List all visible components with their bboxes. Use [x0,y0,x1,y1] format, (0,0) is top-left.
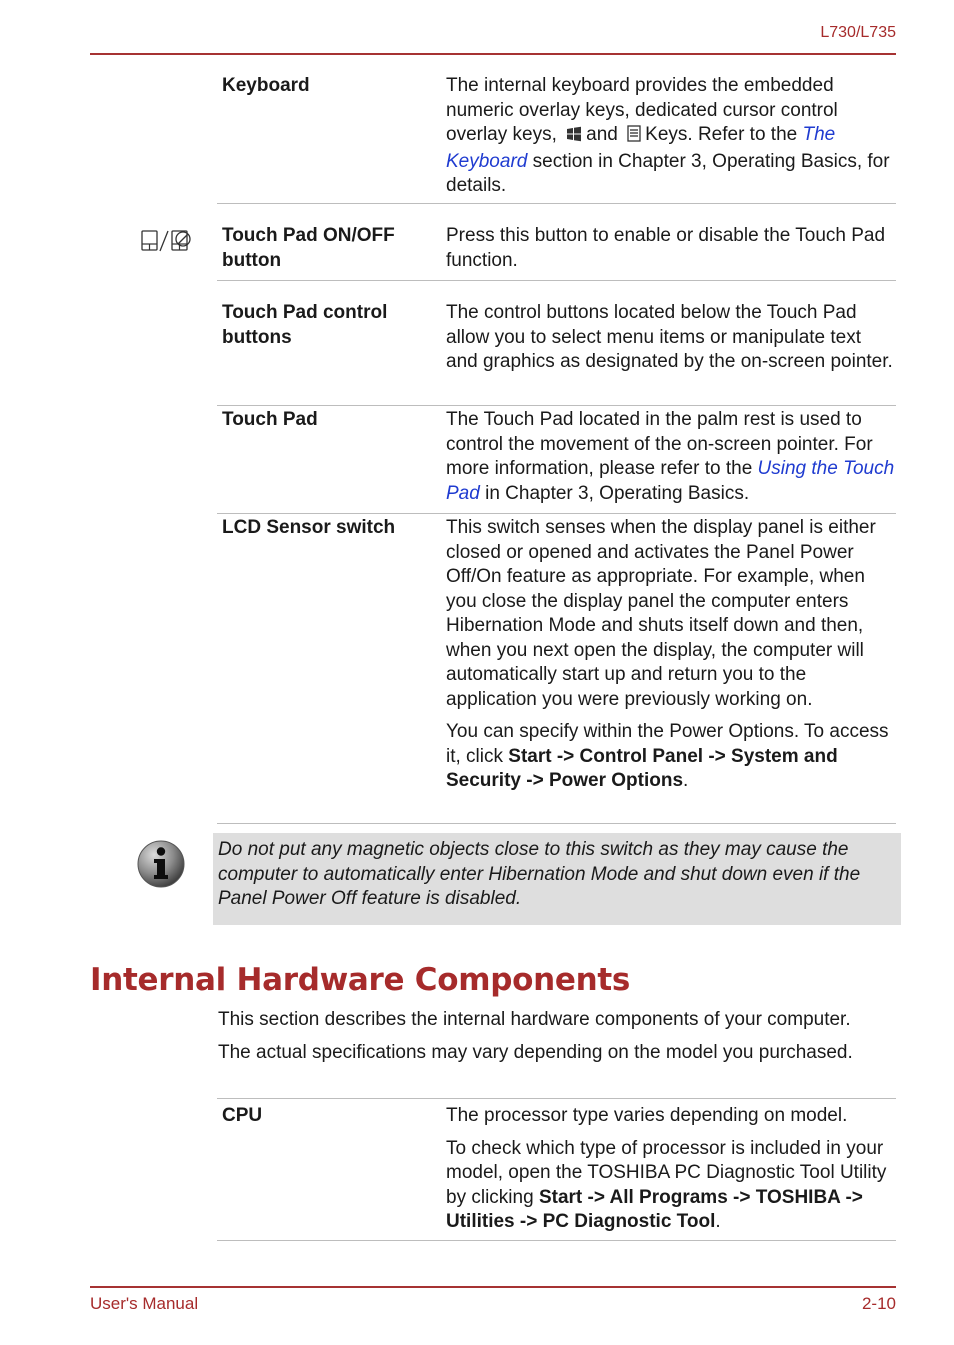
note-text: Do not put any magnetic objects close to this switch as they may cause the computer to automatically enter Hibernation Mode and shut down even if the Panel Power Off feature is disabled. [218,839,861,909]
note-box [213,833,901,925]
cpu-paragraph-2: To check which type of processor is included in your model, open the TOSHIBA PC Diagnostic Tool Utility by clicking Start -> All Programs -> TOSHIBA -> Utilities -> PC Diagnostic Tool. [446,1137,887,1232]
desc-keyboard: The internal keyboard provides the embedded numeric overlay keys, dedicated cursor control overlay keys, and Keys. Refer to the The Keyboard section in Chapter 3, Operating Basics, for details. [446,75,890,196]
table-row-touchpad-control [217,280,896,406]
table-row-keyboard [217,62,896,204]
table-row-cpu [217,1098,896,1241]
desc-touchpad-onoff: Press this button to enable or disable the Touch Pad function. [446,225,886,271]
term-lcd-sensor: LCD Sensor switch [222,517,396,538]
touchpad-toggle-icon [141,228,193,254]
footer-page-number: 2-10 [861,1294,896,1313]
term-touchpad: Touch Pad [222,409,318,430]
table-row-touchpad-onoff [217,203,896,281]
section-intro-2: The actual specifications may vary depending on the model you purchased. [218,1042,853,1063]
desc-lcd-sensor [446,516,896,802]
lcd-sensor-paragraph-2: You can specify within the Power Options. To access it, click Start -> Control Panel -> System and Security -> Power Options. [446,721,889,791]
table-row-lcd-sensor [217,513,896,824]
header-rule [90,53,896,55]
desc-cpu [446,1104,896,1243]
footer-rule [90,1286,896,1288]
link-using-the-touch-pad[interactable]: Using the Touch Pad [446,458,895,504]
application-key-icon [627,125,641,150]
power-options-path: Start -> Control Panel -> System and Security -> Power Options [446,745,838,791]
desc-touchpad: The Touch Pad located in the palm rest is used to control the movement of the on-screen pointer. For more information, please refer to the Using the Touch Pad in Chapter 3, Operating Basics. [446,409,895,504]
section-intro-1: This section describes the internal hardware components of your computer. [218,1009,851,1030]
link-the-keyboard[interactable]: The Keyboard [446,124,836,172]
info-icon [136,838,186,890]
term-keyboard: Keyboard [222,75,310,96]
cpu-paragraph-1: The processor type varies depending on model. [446,1105,848,1126]
footer-manual-title: User's Manual [90,1294,199,1313]
header-model: L730/L735 [820,24,896,41]
term-touchpad-control: Touch Pad control buttons [222,302,388,348]
desc-touchpad-control: The control buttons located below the Touch Pad allow you to select menu items or manipulate text and graphics as designated by the on-screen pointer. [446,302,893,372]
term-touchpad-onoff: Touch Pad ON/OFF button [222,225,395,271]
lcd-sensor-paragraph-1: This switch senses when the display panel is either closed or opened and activates the Panel Power Off/On feature as appropriate. For example, when you close the display panel the computer enters Hibernation Mode and shuts itself down and then, when you next open the display, the computer will automatically start up and return you to the application you were previously working on. [446,517,876,710]
windows-key-icon [566,125,582,150]
section-title: Internal Hardware Components [90,962,631,998]
table-row-touchpad [217,405,896,514]
diagnostic-tool-path: Start -> All Programs -> TOSHIBA -> Utilities -> PC Diagnostic Tool [446,1186,863,1232]
term-cpu: CPU [222,1105,263,1126]
